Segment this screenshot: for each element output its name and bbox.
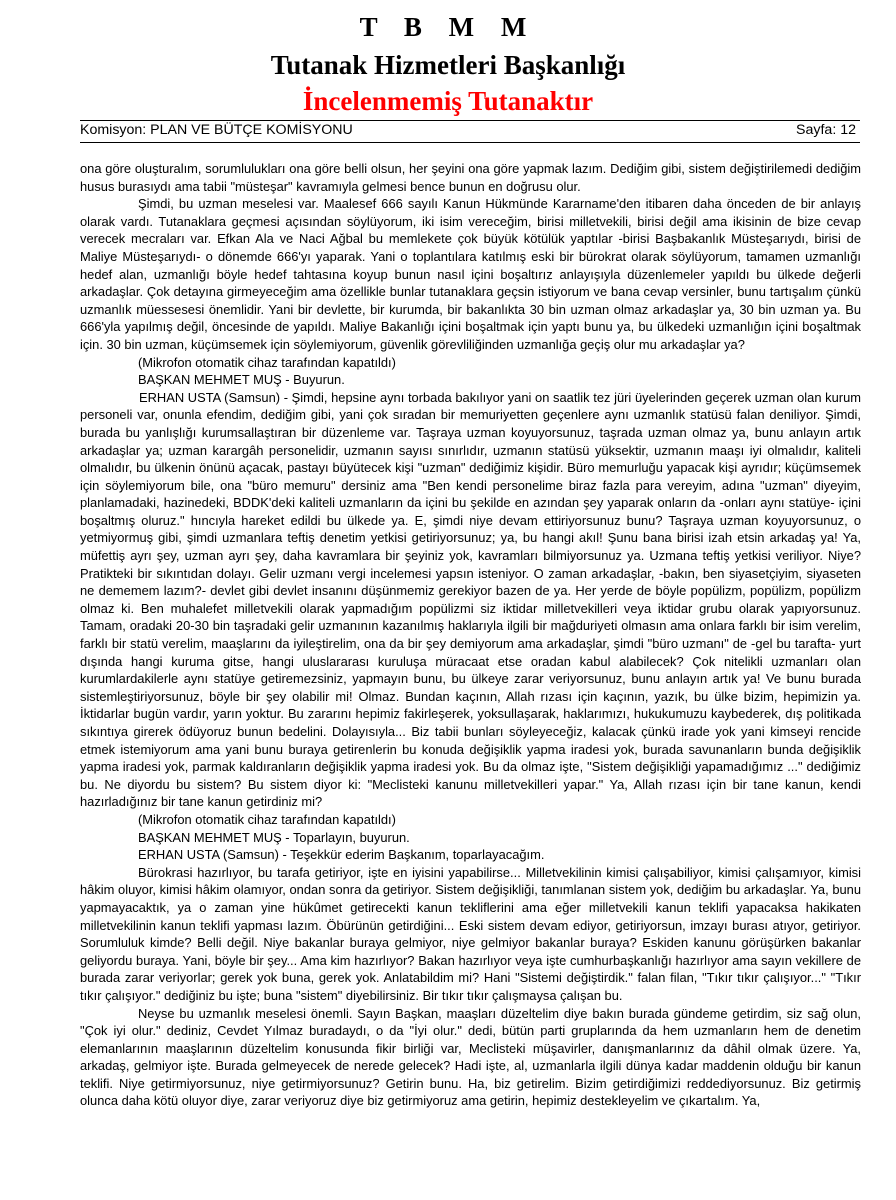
paragraph: ERHAN USTA (Samsun) - Şimdi, hepsine aynı torbada bakılıyor yani on saatlik tez jüri üyelerinden geçerek uzman olan kurum personeli var, onunla efendim, dediğim gibi, yani çok sıradan bir memuriyetten geçenlere aynı uzmanlık statüsü falan deniliyor. Şimdi, burada bu yanlışlığı kurumsallaştıran bir düzenleme var. Taşraya uzman koyuyorsunuz, taşrada uzman olmaz ya, bunu anlayın artık arkadaşlar ya; uzman karargâh personelidir, uzmanın sayısı sınırlıdır, uzmanın statüsü yüksektir, uzmanın maaşı iyi olmalıdır, kaliteli olmalıdır, bu ülkenin önünü açacak, pastayı büyütecek kişi "uzman" dediğimiz kişidir. Büro memurluğu yapacak kişi ayrıdır; küçümsemek için söylemiyorum bile, ona "büro memuru" dersiniz ama "Ben kendi personelime biraz fazla para vereyim, adına "uzman" diyeyim, planlamadaki, hazinedeki, BDDK'deki kaliteli uzmanların da içini bu şekilde en azından şey yaparak onların da -onları aynı statüye- içini boşaltmış oluruz." hıncıyla hareket edildi bu ülkede ya. E, şimdi niye devam ettiriyorsunuz bunu? Taşraya uzman koyuyorsunuz, o yetmiyormuş gibi, şimdi uzmanlara teftiş denetim yetkisi getiriyorsunuz; ya, bu hangi akıl! Şunu bana birisi izah etsin arkadaş ya! Ya, müfettiş ayrı şey, uzman ayrı şey, daha kavramlara bir şeyiniz yok, kavramları bilmiyorsunuz ya. Uzmana teftiş yetkisi veriliyor. Niye? Pratikteki bir sıkıntıdan dolayı. Gelir uzmanı vergi incelemesi yapsın isteniyor. O zaman arkadaşlar, -bakın, ben siyasetçiyim, siyaseten ne dememem lazım?- devlet gibi devlet insanını düşünmemiz gerekiyor bazen de ya. Her yerde de böyle popülizm, popülizm, popülizm olmaz ki. Ben muhalefet milletvekili olarak yapmadığım popülizmi siz iktidar milletvekilleri veya iktidar grubu olarak yapıyorsunuz. Tamam, oradaki 20-30 bin taşradaki gelir uzmanının kazanılmış haklarıyla ilgili bir mağduriyeti olmasın ama onlara farklı bir isim verelim, farklı bir statü verelim, maaşlarını da iyileştirelim, ona da bir şey demiyorum ama arkadaşlar, şimdi "büro uzmanı" de -gel bu tarafta- yurt dışında hangi kuruma gitse, hangi uluslararası kuruluşa müracaat etse oradan kabul alabilecek? Çok nitelikli uzmanları olan kurumlardakilerle aynı statüye getiremezsiniz, yapmayın bunu, bu ülkeye zarar veriyorsunuz, bunu anlayın artık ya! Ve bunu burada sistemleştiriyorsunuz, böyle bir şey olabilir mi! Olmaz. Bundan kaçının, Allah rızası için kaçının, yazık, bu ülke bizim, hepimizin ya. İktidarlar bugün vardır, yarın yoktur. Bu zararını hepimiz fakirleşerek, yoksullaşarak, haklarımızı, hukukumuzu kaybederek, dış politikada sıkıntıya girerek ödüyoruz bunun bedelini. Dolayısıyla... Biz tabii bunları söyleyeceğiz, kalacak çünkü irade yok yani kimseyi rencide etmek istemiyorum ama yani bunu buraya getirenlerin bu konuda değişiklik yapma iradesi yok, burada savunanların bunda değişiklik yapma iradesi yok, parmak kaldıranların değişiklik yapma iradesi yok. Bu da olmaz işte, "Sistem değişikliği yapamadığımız ..." dediğimiz bu. Ne diyordu bu sistem? Bu sistem diyor ki: "Meclisteki kanunu milletvekilleri yapar." Ya, Allah rızası için bir tane kanun, kendi hazırladığınız bir tane kanun getirdiniz mi? [80, 389, 861, 810]
paragraph: (Mikrofon otomatik cihaz tarafından kapatıldı) [138, 354, 396, 370]
department-title: Tutanak Hizmetleri Başkanlığı [270, 50, 626, 80]
paragraph: Neyse bu uzmanlık meselesi önemli. Sayın Başkan, maaşları düzeltelim diye bakın burada gündeme getirdim, siz sağ olun, "Çok iyi olur." dediniz, Cevdet Yılmaz buradaydı, o da "İyi olur." dedi, bütün parti gruplarında da hem uzmanların hem de denetim elemanlarının maaşlarının düzeltelim konusunda fikir birliği var, Meclisteki müşavirler, danışmanlarınız da dâhil olmak üzere. Ya, arkadaş, gelmiyor işte. Burada gelmeyecek de nerede gelecek? Hadi işte, al, uzmanlarla ilgili dünya kadar maddenin olduğu bir kanun teklifi. Niye getirmiyorsunuz, niye getirmiyorsunuz? Getirin bunu. Ha, biz getirelim. Bizim getirdiğimizi reddediyorsunuz. Biz getirmiş olunca daha kötü oluyor diye, zarar veriyoruz diye biz getirmiyoruz ama getirin, hepimiz destekleyelim ve çıkartalım. Ya, [80, 1005, 861, 1109]
page-number: Sayfa: 12 [796, 122, 856, 138]
header-top-rule [80, 120, 860, 121]
paragraph: Bürokrasi hazırlıyor, bu tarafa getiriyor, işte en iyisini yapabilirse... Milletvekilinin kimisi çalışabiliyor, kimisi çalışamıyor, kimisi hâkim oluyor, kimisi hâkim olamıyor, ondan sonra da getiriyor. Sistem değişikliği, tanımlanan sistem yok, dediğim bu arkadaşlar. Ya, bunu yapmayacaktık, ya o zaman yine hükûmet getirecekti kanun tekliflerini ama eğer milletvekili kanun teklifi yapacaksa hakikaten milletvekilinin kanun teklifi yapması lazım. Öbürünün getirdiğini... Eski sistem devam ediyor, getiriyorsun, imzayı burası atıyor, getiriyor. Sorumluluk kimde? Belli değil. Niye bakanlar buraya gelmiyor, niye gelmiyor bakanlar buraya? Eskiden kanunu görüşürken bakanlar geliyordu buraya. Yani, böyle bir şey... Ama kim hazırlıyor? Bakan hazırlıyor veya işte cumhurbaşkanlığı hazırlıyor ama sayın vekillere de burada zarar veriyorlar; gerek yok buna, gerek yok. Anlatabildim mi? Hani "Sistemi değiştirdik." falan filan, "Tıkır tıkır çalışıyor..." "Tıkır tıkır çalışıyor." dediğiniz bu işte; buna "sistem" diyebilirsiniz. Bir tıkır tıkır çalışmaysa çalışan bu. [80, 864, 861, 1003]
org-title: T B M M [359, 12, 537, 42]
transcript-body [80, 160, 861, 1110]
header-bottom-rule [80, 142, 860, 143]
draft-status-title: İncelenmemiş Tutanaktır [302, 86, 594, 116]
paragraph: (Mikrofon otomatik cihaz tarafından kapatıldı) [138, 811, 396, 827]
paragraph: Şimdi, bu uzman meselesi var. Maalesef 666 sayılı Kanun Hükmünde Kararname'den itibaren daha önceden de bir anlayış olarak vardı. Tutanaklara geçmesi açısından söylüyorum, iki isim vereceğim, birisi milletvekili, birisi değil ama ikisinin de bize cevap verecek mecraları var. Efkan Ala ve Naci Ağbal bu memlekete çok büyük kötülük yaptılar -birisi Başbakanlık Müsteşarıydı, birisi de Maliye Müsteşarıydı- o dönemde 666'yı yaparak. Yani o toplantılara katılmış eski bir bürokrat olarak söylüyorum, tamamen uzmanlığı hedef alan, uzmanlığı böyle hedef tahtasına koyup bunun nasıl içini boşaltırız anlayışıyla düzenlemeler yapıldı bu ülkede değerli arkadaşlar. Çok detayına girmeyeceğim ama özellikle bunlar tutanaklara geçsin istiyorum ve bana cevap versinler, bunu tartışalım çünkü uzmanlık müessesesi önemlidir. Yani bir devlette, bir kurumda, bir bakanlıkta 30 bin uzman olmaz arkadaşlar ya, 30 bin uzman ya. Bu 666'yla yapılmış değil, öncesinde de yapıldı. Maliye Bakanlığı içini boşaltmak için yaptı bunu ya, bu ülkedeki uzmanlığın içini boşaltmak için. 30 bin uzman, küçümsemek için söylemiyorum, güvenlik görevliliğinden uzmanlığa geçiş olur mu arkadaşlar ya? [80, 196, 861, 352]
paragraph: ERHAN USTA (Samsun) - Teşekkür ederim Başkanım, toparlayacağım. [138, 847, 545, 863]
committee-label: Komisyon: PLAN VE BÜTÇE KOMİSYONU [80, 122, 353, 138]
paragraph: BAŞKAN MEHMET MUŞ - Buyurun. [138, 372, 345, 388]
paragraph: ona göre oluşturalım, sorumlulukları ona göre belli olsun, her şeyini ona göre yapmak lazım. Dediğim gibi, sistem değiştirilemedi dediğim husus burasıydı ama tabii "müsteşar" kavramıyla gelmesi bence bunun en doğrusu olur. [80, 161, 861, 194]
paragraph: BAŞKAN MEHMET MUŞ - Toparlayın, buyurun. [138, 829, 410, 845]
